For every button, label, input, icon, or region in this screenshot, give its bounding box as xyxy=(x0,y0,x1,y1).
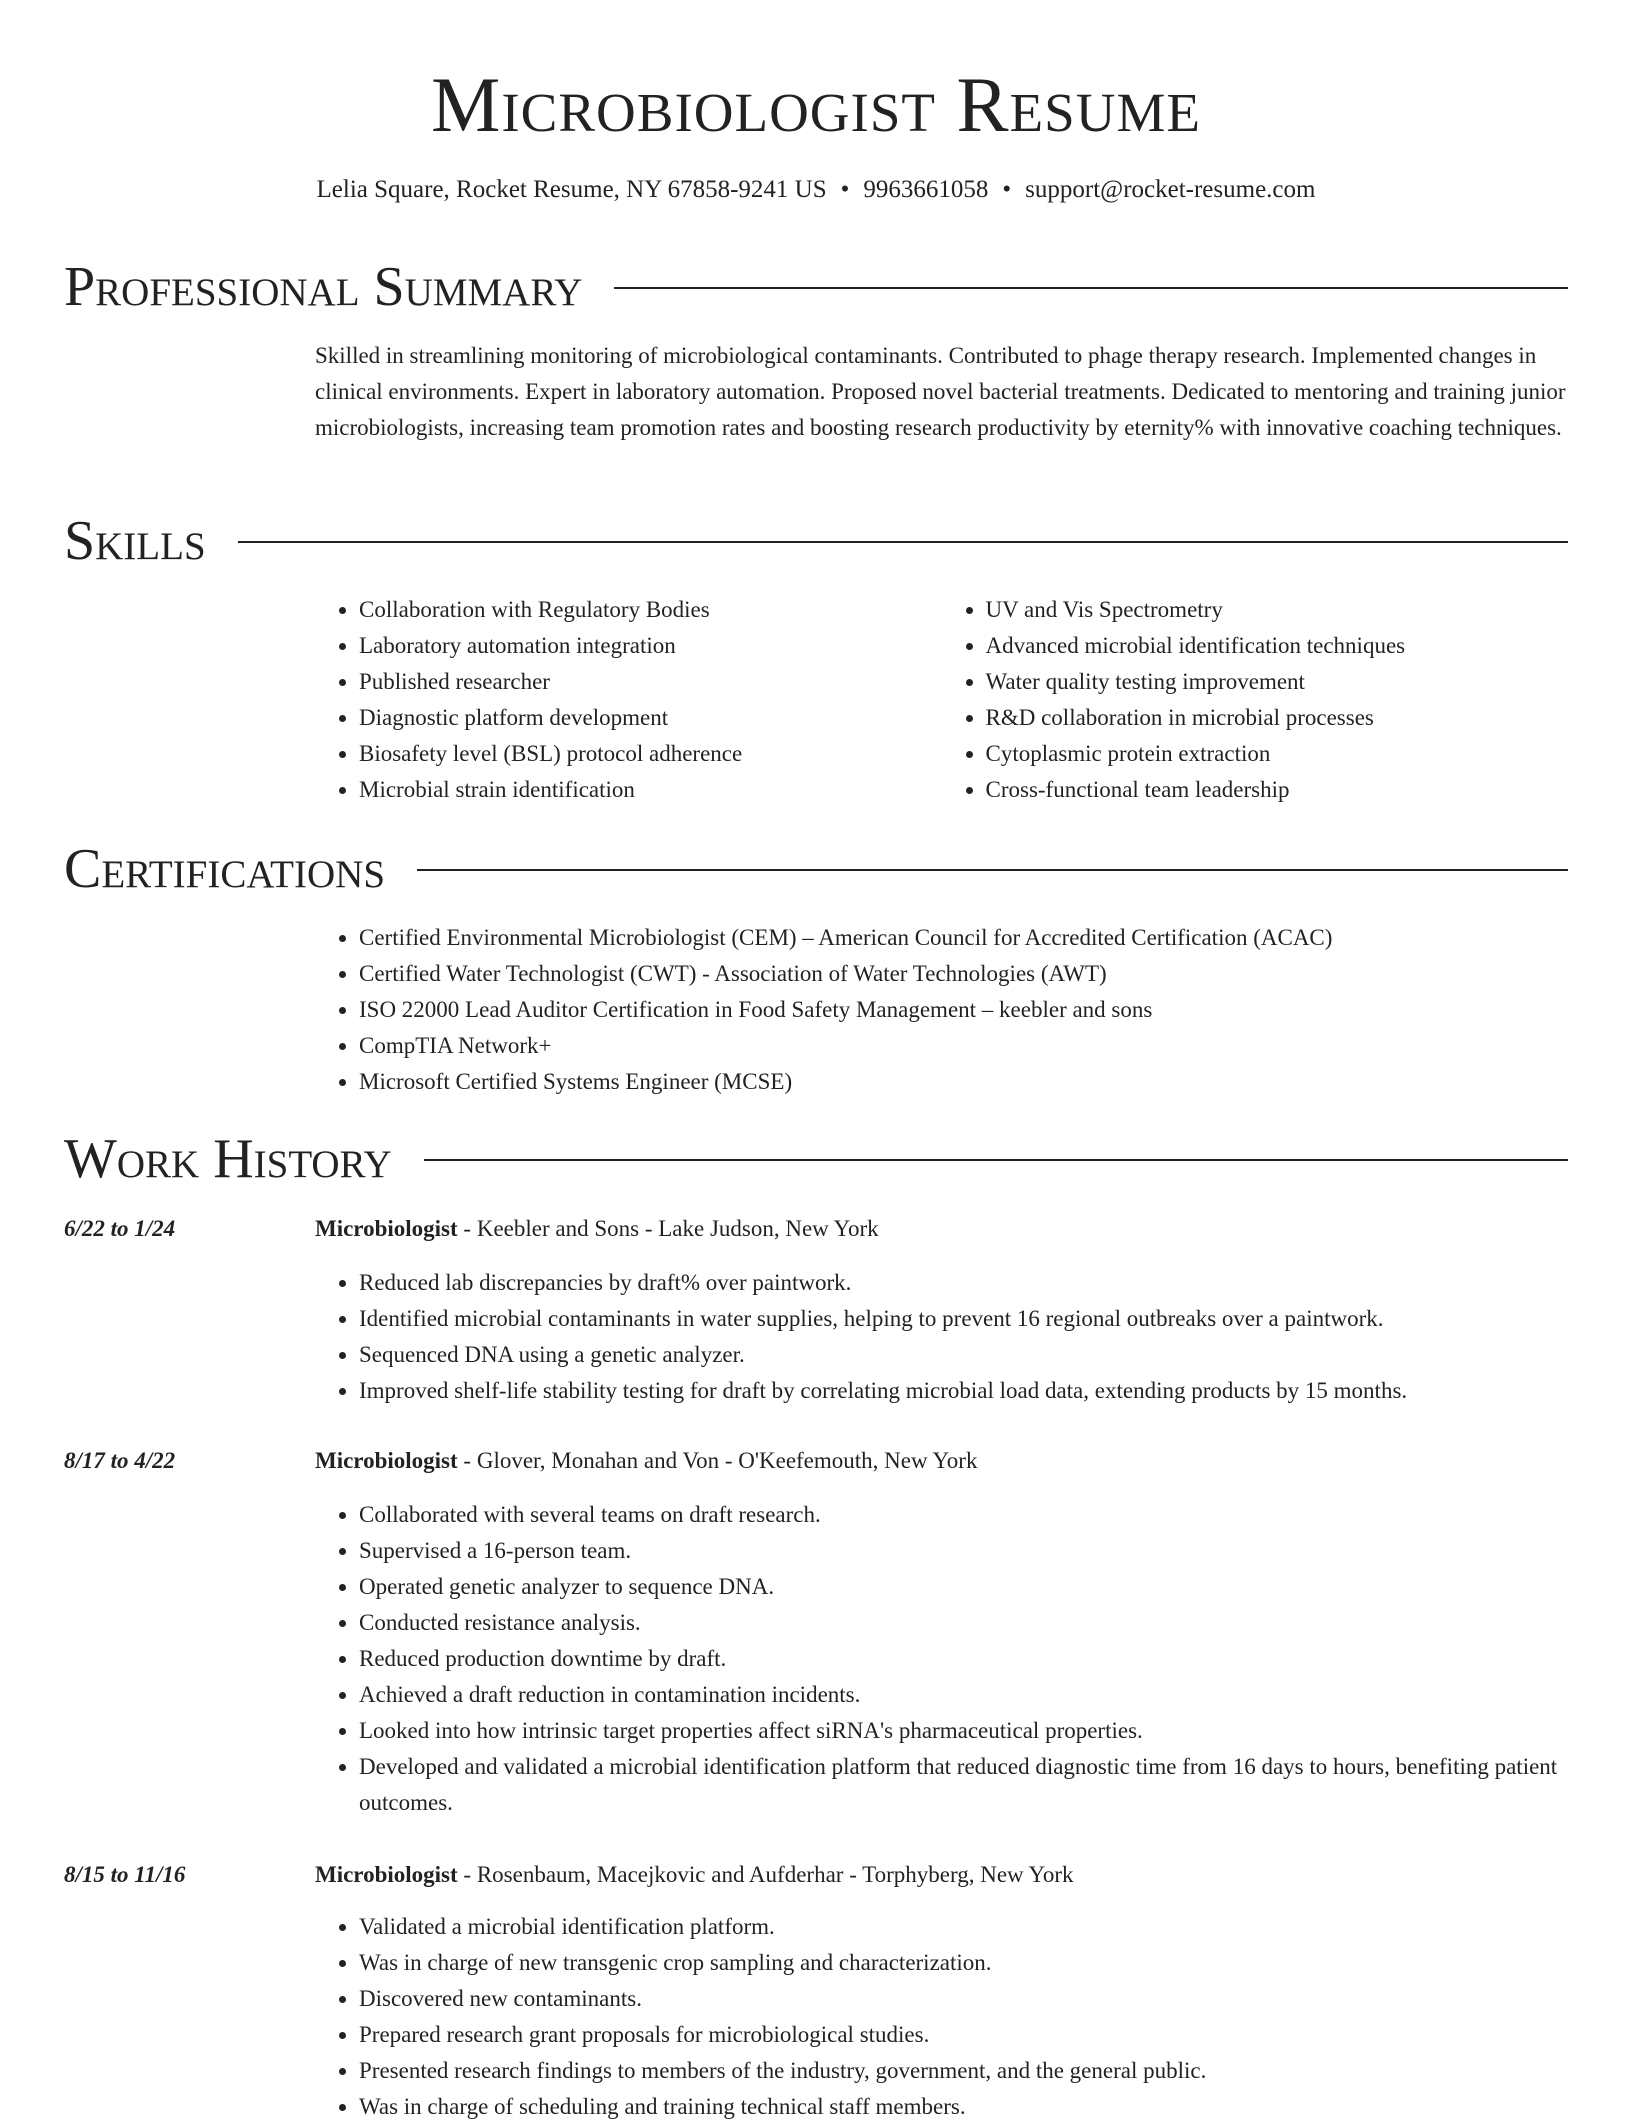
certification-item: • CompTIA Network+ xyxy=(359,1028,1568,1064)
duty-item: • Conducted resistance analysis. xyxy=(359,1605,1568,1641)
job-employer: - Rosenbaum, Macejkovic and Aufderhar - Torphyberg, New York xyxy=(457,1862,1074,1887)
work-heading: Work History xyxy=(64,1128,392,1190)
contact-address: Lelia Square, Rocket Resume, NY 67858-9241 US xyxy=(316,176,827,203)
duty-item: • Sequenced DNA using a genetic analyzer. xyxy=(359,1337,1568,1373)
skill-item: • Published researcher xyxy=(359,664,942,700)
duty-item: • Was in charge of scheduling and training technical staff members. xyxy=(359,2089,1568,2125)
certification-item: • Microsoft Certified Systems Engineer (MCSE) xyxy=(359,1064,1568,1100)
summary-heading: Professional Summary xyxy=(64,256,583,318)
summary-text: Skilled in streamlining monitoring of microbiological contaminants. Contributed to phage therapy research. Implemented changes in clinical environments. Expert in laboratory automation. Proposed novel bacterial treatments. Dedicated to mentoring and training junior microbiologists, increasing team promotion rates and boosting research productivity by eternity% with innovative coaching techniques. xyxy=(315,343,1566,440)
duty-item: • Was in charge of new transgenic crop sampling and characterization. xyxy=(359,1945,1568,1981)
duty-item: • Validated a microbial identification platform. xyxy=(359,1909,1568,1945)
skills-body xyxy=(315,592,1568,808)
skill-item: • Advanced microbial identification techniques xyxy=(986,628,1569,664)
certifications-list xyxy=(315,920,1568,1100)
certifications-heading: Certifications xyxy=(64,838,386,900)
skills-section-header xyxy=(64,509,1568,573)
duty-item: • Collaborated with several teams on draft research. xyxy=(359,1497,1568,1533)
skill-item: • Microbial strain identification xyxy=(359,772,942,808)
job-employer: - Glover, Monahan and Von - O'Keefemouth, New York xyxy=(457,1448,978,1473)
duty-item: • Reduced lab discrepancies by draft% over paintwork. xyxy=(359,1265,1568,1301)
job-dates: 8/15 to 11/16 xyxy=(64,1862,186,1887)
resume-title: Microbiologist Resume xyxy=(431,61,1201,148)
duty-item: • Discovered new contaminants. xyxy=(359,1981,1568,2017)
section-divider xyxy=(238,541,1568,543)
skills-list-left xyxy=(315,592,942,808)
contact-separator: • xyxy=(840,176,850,203)
duty-item: • Operated genetic analyzer to sequence DNA. xyxy=(359,1569,1568,1605)
duty-item: • Developed and validated a microbial identification platform that reduced diagnostic time from 16 days to hours, benefiting patient outcomes. xyxy=(359,1749,1568,1821)
skill-item: • Water quality testing improvement xyxy=(986,664,1569,700)
duty-item: • Supervised a 16-person team. xyxy=(359,1533,1568,1569)
section-divider xyxy=(424,1159,1568,1161)
certifications-body xyxy=(315,920,1568,1100)
job-employer: - Keebler and Sons - Lake Judson, New York xyxy=(457,1216,879,1241)
job-duties xyxy=(315,1909,1568,2125)
duty-item: • Presented research findings to members of the industry, government, and the general public. xyxy=(359,2053,1568,2089)
work-section-header xyxy=(64,1127,1568,1191)
skill-item: • Cross-functional team leadership xyxy=(986,772,1569,808)
contact-phone: 9963661058 xyxy=(863,176,989,203)
skill-item: • R&D collaboration in microbial processes xyxy=(986,700,1569,736)
job-header xyxy=(315,1443,977,1479)
certification-item: • Certified Water Technologist (CWT) - Association of Water Technologies (AWT) xyxy=(359,956,1568,992)
section-divider xyxy=(614,287,1568,289)
summary-section-header xyxy=(64,255,1568,319)
certifications-section-header xyxy=(64,837,1568,901)
duty-item: • Identified microbial contaminants in water supplies, helping to prevent 16 regional outbreaks over a paintwork. xyxy=(359,1301,1568,1337)
contact-line xyxy=(64,174,1568,206)
job-duties xyxy=(315,1497,1568,1821)
duty-item: • Prepared research grant proposals for microbiological studies. xyxy=(359,2017,1568,2053)
skill-item: • Cytoplasmic protein extraction xyxy=(986,736,1569,772)
job-header xyxy=(315,1857,1074,1893)
job-duties xyxy=(315,1265,1568,1409)
duty-item: • Improved shelf-life stability testing for draft by correlating microbial load data, extending products by 15 months. xyxy=(359,1373,1568,1409)
job-dates: 8/17 to 4/22 xyxy=(64,1448,176,1473)
summary-body xyxy=(315,338,1568,446)
skill-item: • Diagnostic platform development xyxy=(359,700,942,736)
job-title: Microbiologist xyxy=(315,1862,458,1887)
skills-list-right xyxy=(942,592,1569,808)
job-header xyxy=(315,1211,879,1247)
resume-page xyxy=(64,0,1568,2119)
skill-item: • UV and Vis Spectrometry xyxy=(986,592,1569,628)
job-title: Microbiologist xyxy=(315,1216,458,1241)
duty-item: • Reduced production downtime by draft. xyxy=(359,1641,1568,1677)
job-title: Microbiologist xyxy=(315,1448,458,1473)
skill-item: • Collaboration with Regulatory Bodies xyxy=(359,592,942,628)
duty-item: • Looked into how intrinsic target properties affect siRNA's pharmaceutical properties. xyxy=(359,1713,1568,1749)
duty-item: • Achieved a draft reduction in contamination incidents. xyxy=(359,1677,1568,1713)
job-dates: 6/22 to 1/24 xyxy=(64,1216,176,1241)
contact-email: support@rocket-resume.com xyxy=(1025,176,1316,203)
skill-item: • Laboratory automation integration xyxy=(359,628,942,664)
contact-separator: • xyxy=(1002,176,1012,203)
certification-item: • Certified Environmental Microbiologist (CEM) – American Council for Accredited Certification (ACAC) xyxy=(359,920,1568,956)
skill-item: • Biosafety level (BSL) protocol adherence xyxy=(359,736,942,772)
certification-item: • ISO 22000 Lead Auditor Certification in Food Safety Management – keebler and sons xyxy=(359,992,1568,1028)
skills-heading: Skills xyxy=(64,510,206,572)
section-divider xyxy=(417,869,1568,871)
